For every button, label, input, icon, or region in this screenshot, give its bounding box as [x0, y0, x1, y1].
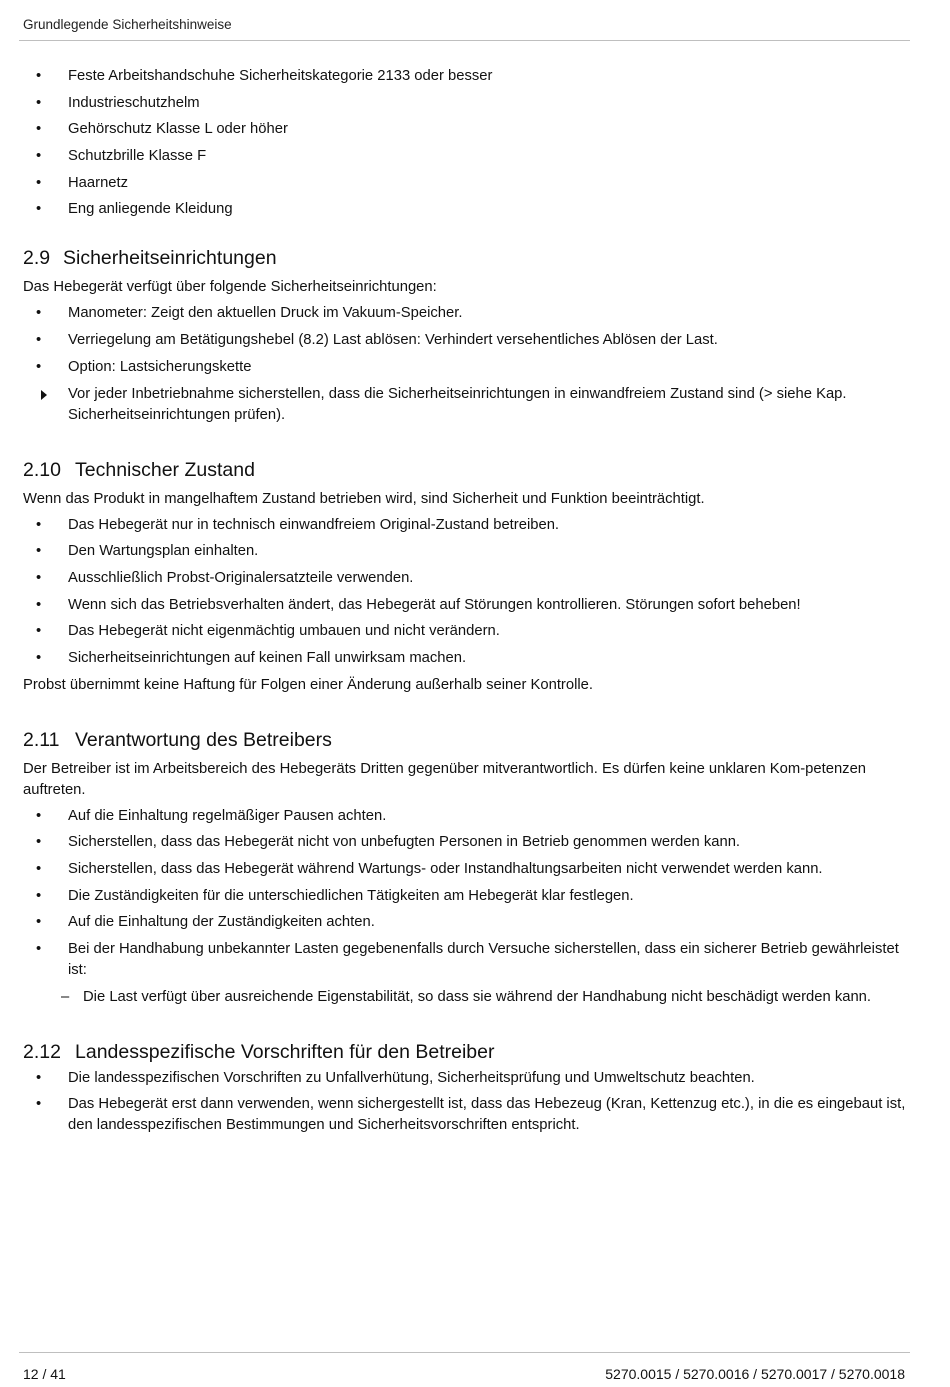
list-item: • Manometer: Zeigt den aktuellen Druck im Vakuum-Speicher. [36, 305, 463, 322]
section-intro: Der Betreiber ist im Arbeitsbereich des Hebegeräts Dritten gegenüber mitverantwortlich. Es dürfen keine unklaren Kom-petenzen auftreten. [23, 760, 867, 798]
document-numbers: 5270.0015 / 5270.0016 / 5270.0017 / 5270.0018 [605, 1366, 905, 1382]
technical-condition-list [23, 515, 908, 669]
list-item: • Die Zuständigkeiten für die unterschiedlichen Tätigkeiten am Hebegerät klar festlegen. [36, 887, 634, 904]
list-item: • Die landesspezifischen Vorschriften zu Unfallverhütung, Sicherheitsprüfung und Umweltschutz beachten. [36, 1069, 755, 1086]
list-item: • Das Hebegerät erst dann verwenden, wenn sichergestellt ist, dass das Hebezeug (Kran, Kettenzug etc.), in die es eingebaut ist, den landesspezifischen Bestimmungen und Sicherheitsvorschriften entspricht. [36, 1096, 906, 1134]
page-number: 12 / 41 [23, 1366, 66, 1382]
list-item: • Verriegelung am Betätigungshebel (8.2) Last ablösen: Verhindert versehentliches Ablösen der Last. [36, 332, 718, 349]
section-heading-2-9: 2.9 Sicherheitseinrichtungen [23, 247, 277, 270]
section-intro: Wenn das Produkt in mangelhaftem Zustand betrieben wird, sind Sicherheit und Funktion beeinträchtigt. [23, 490, 705, 507]
operator-responsibility-list [23, 806, 908, 981]
list-item: • Auf die Einhaltung der Zuständigkeiten achten. [36, 914, 375, 931]
running-header: Grundlegende Sicherheitshinweise [23, 17, 232, 32]
national-regulations-list [23, 1068, 908, 1137]
list-item: • Bei der Handhabung unbekannter Lasten gegebenenfalls durch Versuche sicherstellen, dass ein sicherer Betrieb gewährleistet ist: [36, 941, 899, 979]
section-heading-2-10: 2.10 Technischer Zustand [23, 458, 255, 481]
list-item: • Wenn sich das Betriebsverhalten ändert, das Hebegerät auf Störungen kontrollieren. Störungen sofort beheben! [36, 596, 801, 613]
triangle-right-icon [41, 390, 47, 400]
list-item: • Ausschließlich Probst-Originalersatzteile verwenden. [36, 569, 414, 586]
list-item: • Feste Arbeitshandschuhe Sicherheitskategorie 2133 oder besser [36, 68, 493, 84]
list-item: • Das Hebegerät nur in technisch einwandfreiem Original-Zustand betreiben. [36, 516, 560, 533]
list-item: • Das Hebegerät nicht eigenmächtig umbauen und nicht verändern. [36, 623, 500, 640]
list-item: • Sicherheitseinrichtungen auf keinen Fall unwirksam machen. [36, 649, 467, 666]
list-item: • Haarnetz [36, 174, 129, 191]
list-item: • Schutzbrille Klasse F [36, 148, 207, 165]
section-outro: Probst übernimmt keine Haftung für Folgen einer Änderung außerhalb seiner Kontrolle. [23, 676, 593, 693]
list-item: • Sicherstellen, dass das Hebegerät während Wartungs- oder Instandhaltungsarbeiten nicht verwendet werden kann. [36, 861, 823, 877]
list-item: • Auf die Einhaltung regelmäßiger Pausen achten. [36, 807, 387, 824]
list-item: • Eng anliegende Kleidung [36, 201, 233, 218]
footer-rule [19, 1352, 910, 1353]
safety-devices-list [23, 303, 908, 377]
header-rule [19, 40, 910, 41]
page-body [23, 66, 908, 1142]
list-item: • Gehörschutz Klasse L oder höher [36, 121, 288, 138]
section-heading-2-12: 2.12 Landesspezifische Vorschriften für den Betreiber [23, 1040, 495, 1063]
section-intro: Das Hebegerät verfügt über folgende Sicherheitseinrichtungen: [23, 279, 437, 296]
sub-list-item: – Die Last verfügt über ausreichende Eigenstabilität, so dass sie während der Handhabung nicht beschädigt werden kann. [61, 988, 872, 1005]
list-item: • Industrieschutzhelm [36, 94, 200, 111]
section-heading-2-11: 2.11 Verantwortung des Betreibers [23, 728, 332, 751]
list-item: • Option: Lastsicherungskette [36, 358, 252, 375]
action-instruction: Vor jeder Inbetriebnahme sicherstellen, dass die Sicherheitseinrichtungen in einwandfreiem Zustand sind (> siehe Kap. Sicherheitseinrichtungen prüfen). [23, 384, 908, 426]
ppe-list [23, 66, 908, 220]
list-item: • Sicherstellen, dass das Hebegerät nicht von unbefugten Personen in Betrieb genommen werden kann. [36, 834, 741, 851]
list-item: • Den Wartungsplan einhalten. [36, 543, 259, 560]
